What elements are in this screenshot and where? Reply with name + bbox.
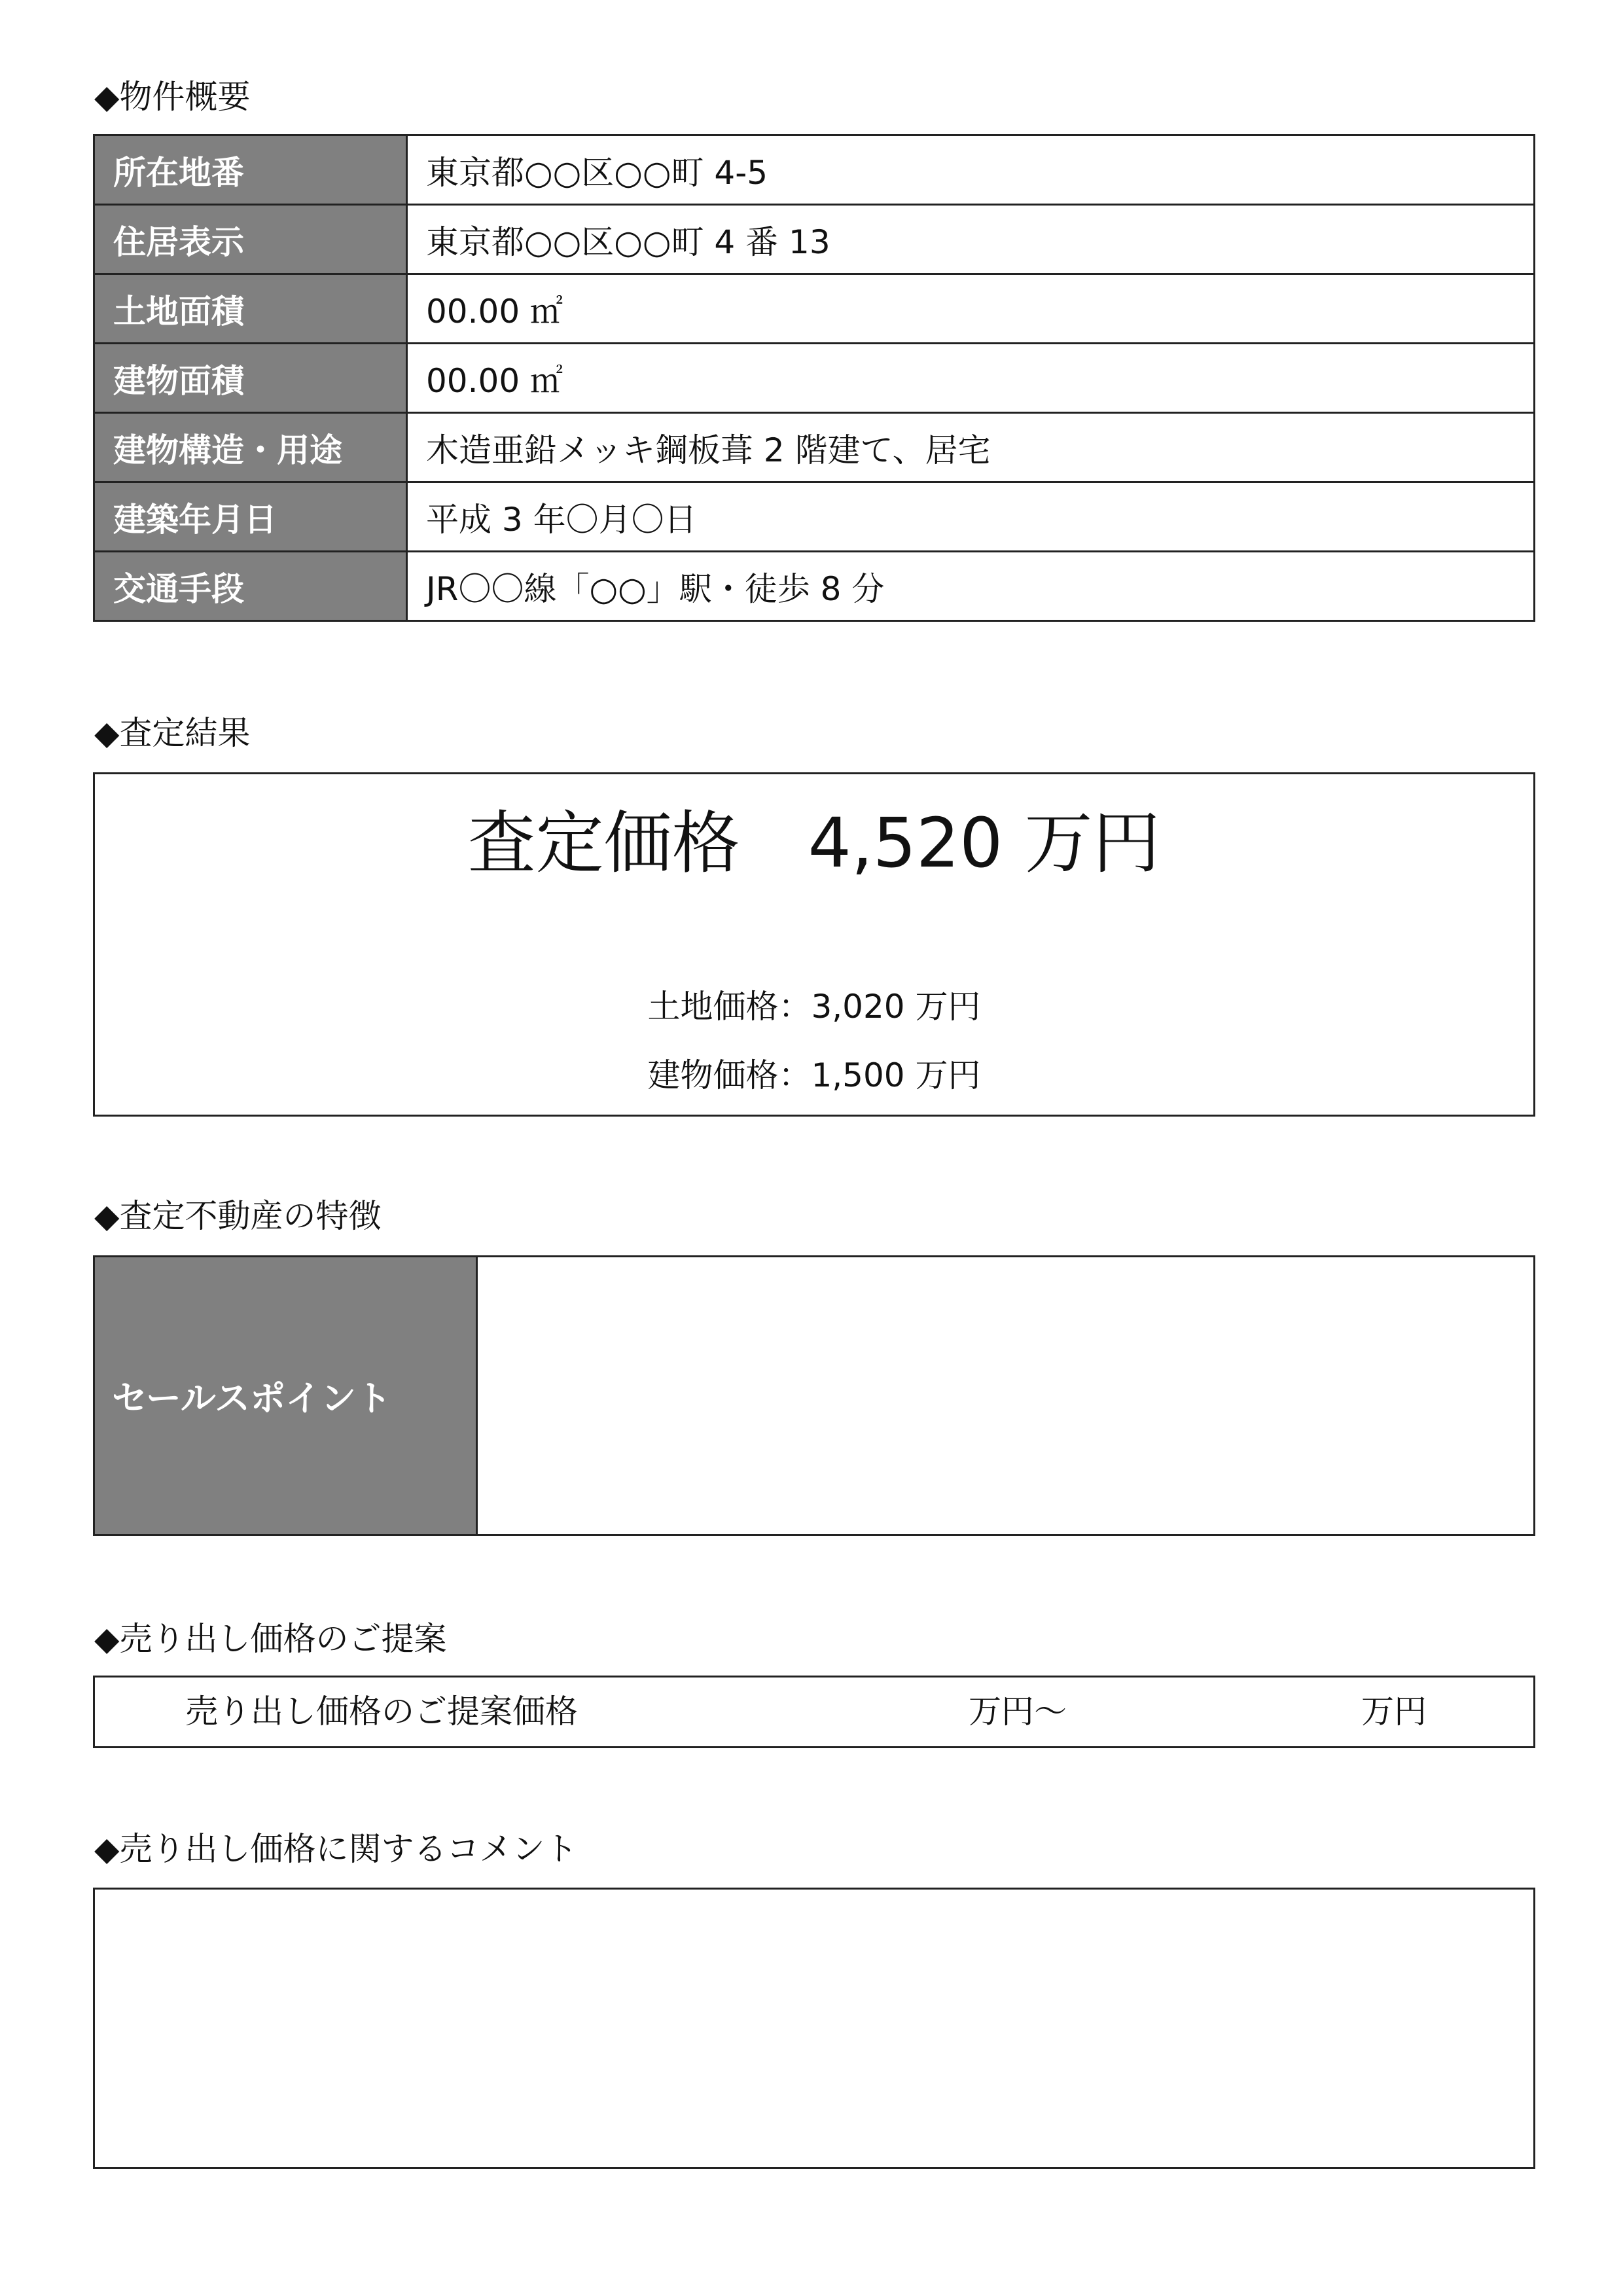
- row-value: 平成 3 年〇月〇日: [407, 482, 1535, 552]
- comment-heading: ◆売り出し価格に関するコメント: [94, 1830, 578, 1868]
- sales-point-label: セールスポイント: [95, 1257, 478, 1534]
- building-price: 建物価格：1,500 万円: [647, 1056, 981, 1094]
- table-row: [94, 413, 1535, 482]
- row-label: 建物面積: [94, 344, 407, 413]
- proposal-label: 売り出し価格のご提案価格: [185, 1693, 578, 1731]
- land-price: 土地価格：3,020 万円: [647, 988, 981, 1026]
- table-row: [94, 135, 1535, 205]
- row-label: 交通手段: [94, 552, 407, 621]
- overview-heading: ◆物件概要: [94, 78, 251, 116]
- proposal-heading: ◆売り出し価格のご提案: [94, 1620, 447, 1658]
- proposal-price-to[interactable]: 万円: [1361, 1693, 1427, 1731]
- table-row: [94, 205, 1535, 274]
- row-label: 住居表示: [94, 205, 407, 274]
- table-row: [94, 274, 1535, 344]
- row-value: 東京都○○区○○町 4 番 13: [407, 205, 1535, 274]
- row-label: 建物構造・用途: [94, 413, 407, 482]
- table-row: [94, 482, 1535, 552]
- property-overview-table: [93, 134, 1535, 622]
- comment-box[interactable]: [93, 1888, 1535, 2169]
- assessment-result-box: [93, 772, 1535, 1117]
- features-box: [93, 1255, 1535, 1536]
- row-label: 土地面積: [94, 274, 407, 344]
- table-row: [94, 344, 1535, 413]
- row-label: 建築年月日: [94, 482, 407, 552]
- row-value: JR〇〇線「○○」駅・徒歩 8 分: [407, 552, 1535, 621]
- result-heading: ◆査定結果: [94, 714, 251, 752]
- row-value: 00.00 ㎡: [407, 344, 1535, 413]
- proposal-price-from[interactable]: 万円～: [969, 1693, 1067, 1731]
- proposal-box: [93, 1676, 1535, 1748]
- assessed-price: 査定価格 4,520 万円: [467, 803, 1161, 883]
- row-label: 所在地番: [94, 135, 407, 205]
- row-value: 00.00 ㎡: [407, 274, 1535, 344]
- features-heading: ◆査定不動産の特徴: [94, 1197, 382, 1235]
- row-value: 東京都○○区○○町 4-5: [407, 135, 1535, 205]
- row-value: 木造亜鉛メッキ鋼板葺 2 階建て、居宅: [407, 413, 1535, 482]
- sales-point-content[interactable]: [480, 1257, 1533, 1534]
- table-row: [94, 552, 1535, 621]
